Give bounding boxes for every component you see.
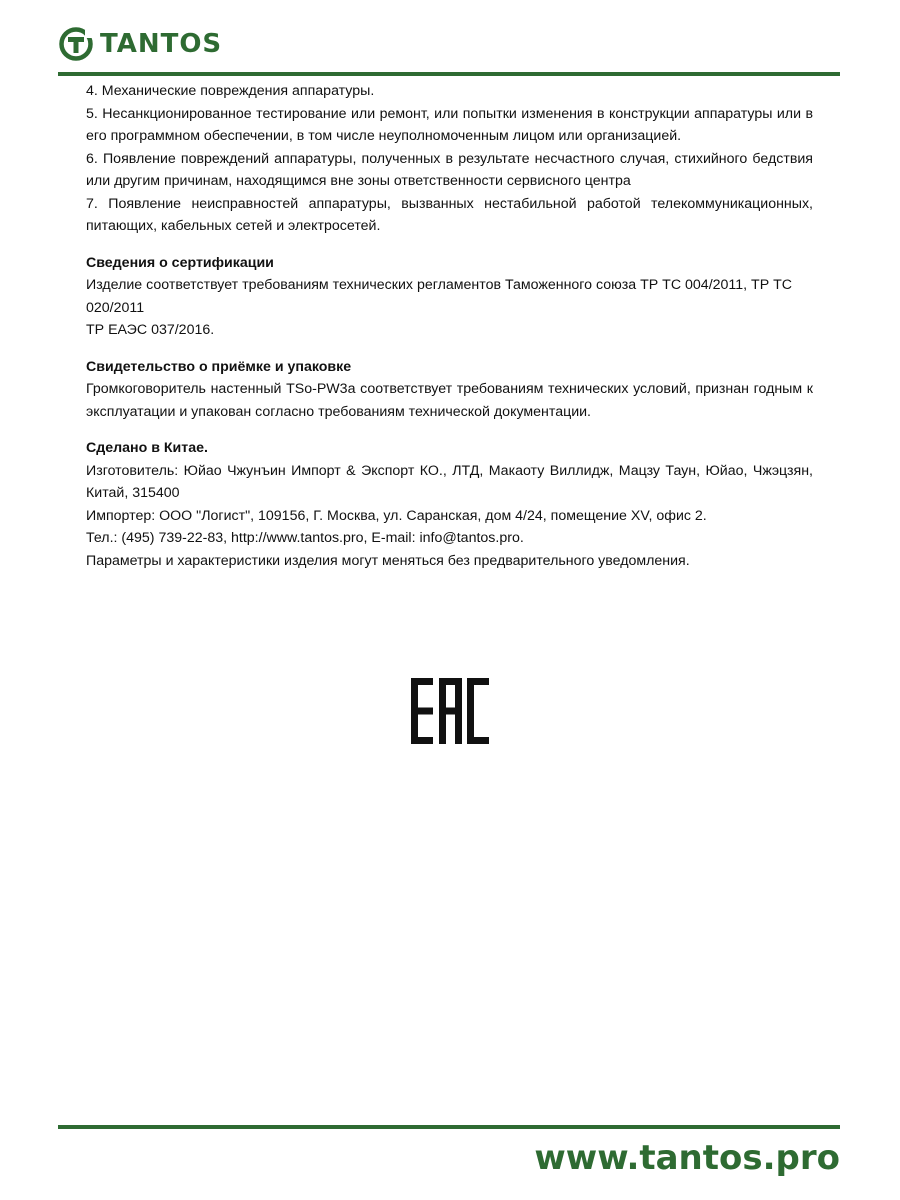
list-item: 5. Несанкционированное тестирование или ремонт, или попытки изменения в конструкции аппаратуры или в его программном обеспечении, в том числе неуполномоченным лицом или организацией. xyxy=(86,105,813,144)
contacts-text: Тел.: (495) 739-22-83, http://www.tantos.pro, E-mail: info@tantos.pro. xyxy=(86,530,524,546)
document-body xyxy=(86,80,813,572)
footer-divider xyxy=(58,1125,840,1129)
footer-website: www.tantos.pro xyxy=(534,1138,840,1178)
list-item: 7. Появление неисправностей аппаратуры, вызванных нестабильной работой телекоммуникационных, питающих, кабельных сетей и электросетей. xyxy=(86,195,813,234)
origin-heading: Сделано в Китае. xyxy=(86,440,208,456)
manufacturer-text: Изготовитель: Юйао Чжунъин Импорт & Экспорт КО., ЛТД, Макаоту Виллидж, Мацзу Таун, Юйао, Чжэцзян, Китай, 315400 xyxy=(86,462,813,501)
tantos-logo-icon xyxy=(58,26,94,62)
notice-text: Параметры и характеристики изделия могут меняться без предварительного уведомления. xyxy=(86,552,690,569)
certification-text-2: ТР ЕАЭС 037/2016. xyxy=(86,322,215,338)
list-item: 4. Механические повреждения аппаратуры. xyxy=(86,83,375,99)
acceptance-text: Громкоговоритель настенный TSo-PW3a соответствует требованиям технических условий, признан годным к эксплуатации и упакован согласно требованиям технической документации. xyxy=(86,381,813,420)
header-divider xyxy=(58,72,840,76)
certification-heading: Сведения о сертификации xyxy=(86,254,274,271)
acceptance-heading: Свидетельство о приёмке и упаковке xyxy=(86,358,352,375)
importer-text: Импортер: ООО "Логист", 109156, Г. Москва, ул. Саранская, дом 4/24, помещение XV, офис 2. xyxy=(86,507,707,524)
header xyxy=(58,26,222,62)
logo-text: TANTOS xyxy=(100,29,223,59)
certification-text: Изделие соответствует требованиям технических регламентов Таможенного союза ТР ТС 004/2011, ТР ТС 020/2011 xyxy=(86,277,793,316)
eac-mark-icon xyxy=(411,678,489,744)
list-item: 6. Появление повреждений аппаратуры, полученных в результате несчастного случая, стихийного бедствия или другим причинам, находящимся вне зоны ответственности сервисного центра xyxy=(86,150,813,189)
